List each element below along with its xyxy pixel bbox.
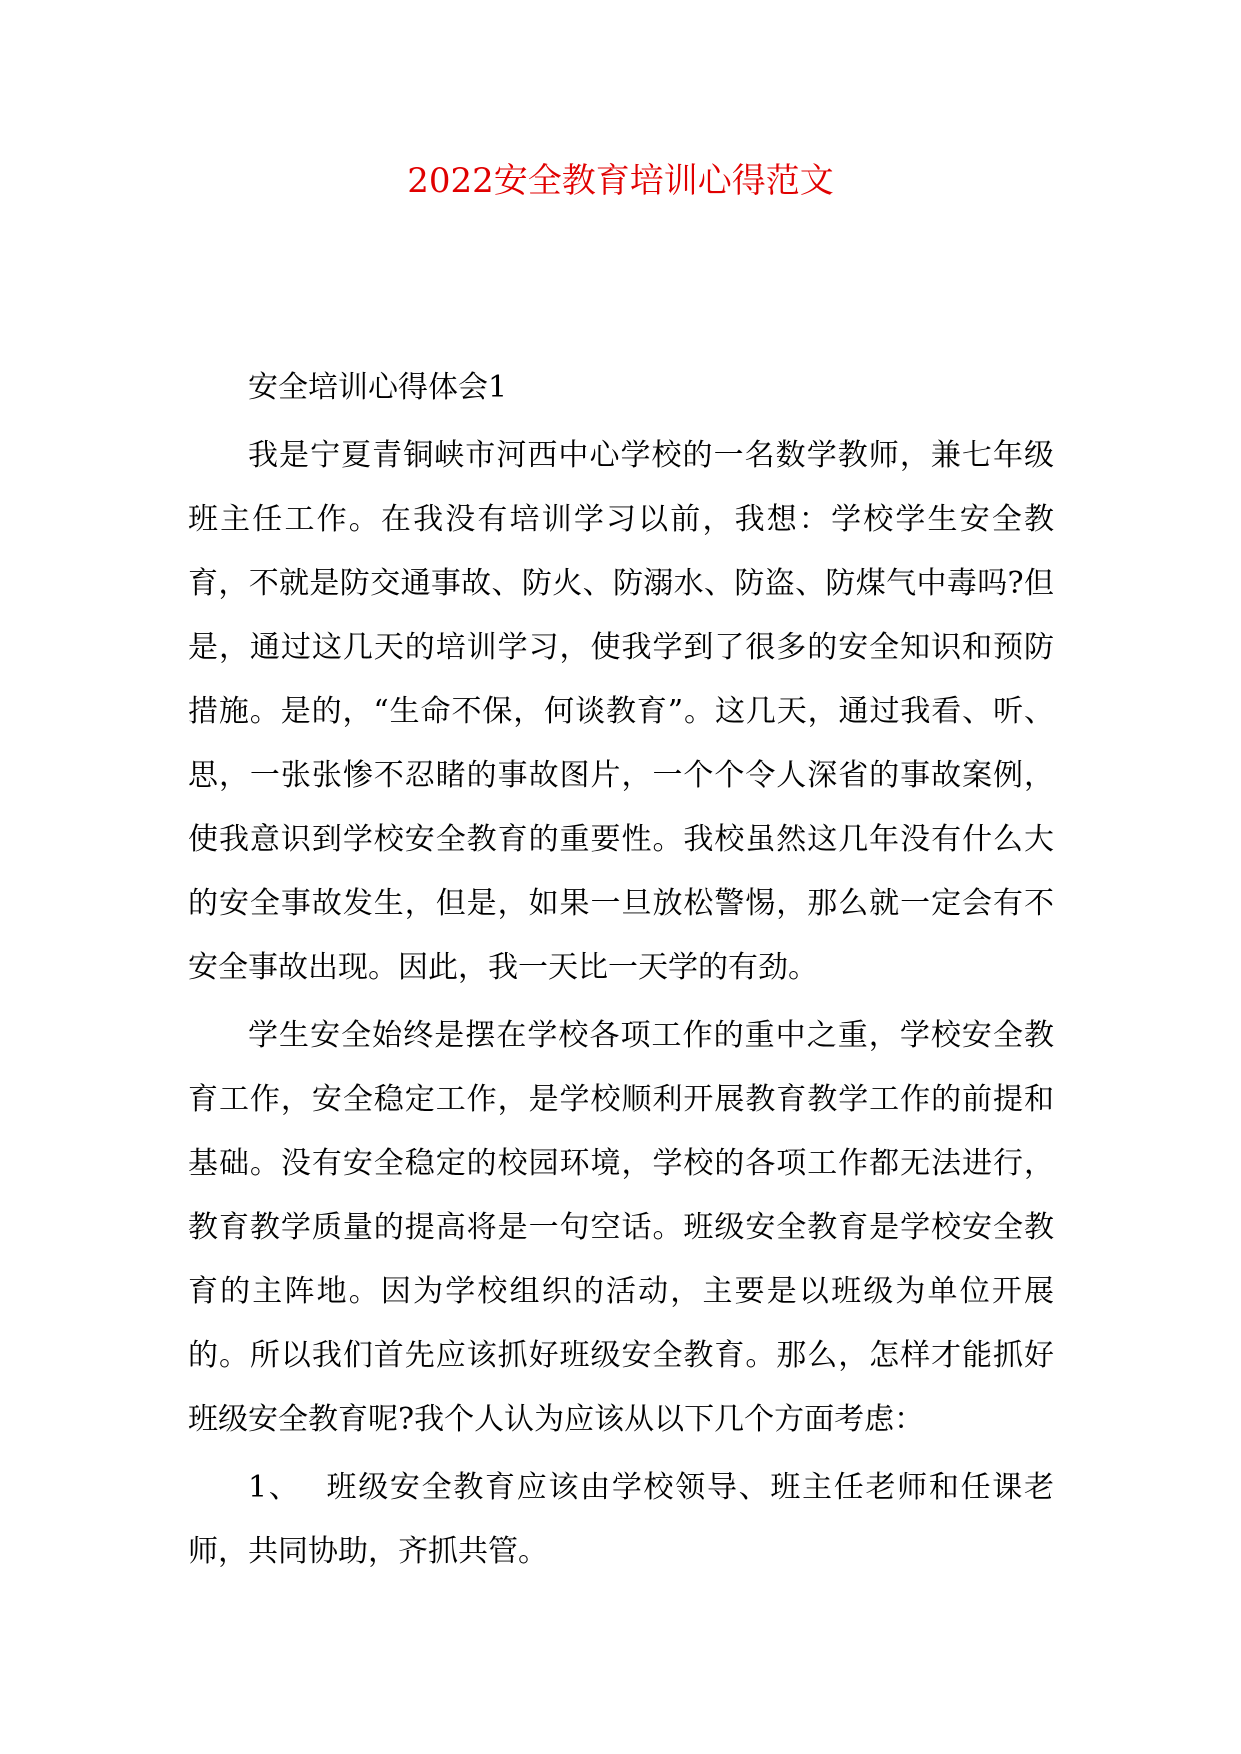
section-heading: 安全培训心得体会1 [248,370,508,405]
list-item-number: 1、 [248,1470,301,1505]
paragraph-1: 我是宁夏青铜峡市河西中心学校的一名数学教师，兼七年级班主任工作。在我没有培训学习以前，我想：学校学生安全教育，不就是防交通事故、防火、防溺水、防盗、防煤气中毒吗?但是，通过这几天的培训学习，使我学到了很多的安全知识和预防措施。是的，“生命不保，何谈教育”。这几天，通过我看、听、思，一张张惨不忍睹的事故图片，一个个令人深省的事故案例，使我意识到学校安全教育的重要性。我校虽然这几年没有什么大的安全事故发生，但是，如果一旦放松警惕，那么就一定会有不安全事故出现。因此，我一天比一天学的有劲。 [188,438,1054,985]
document-title: 2022安全教育培训心得范文 [407,161,834,201]
list-item-1 [188,1456,1054,1584]
document-body [188,356,1054,1588]
paragraph-2: 学生安全始终是摆在学校各项工作的重中之重，学校安全教育工作，安全稳定工作，是学校顺利开展教育教学工作的前提和基础。没有安全稳定的校园环境，学校的各项工作都无法进行，教育教学质量的提高将是一句空话。班级安全教育是学校安全教育的主阵地。因为学校组织的活动，主要是以班级为单位开展的。所以我们首先应该抓好班级安全教育。那么，怎样才能抓好班级安全教育呢?我个人认为应该从以下几个方面考虑： [188,1018,1054,1437]
list-item-text: 班级安全教育应该由学校领导、班主任老师和任课老师，共同协助，齐抓共管。 [188,1470,1054,1569]
